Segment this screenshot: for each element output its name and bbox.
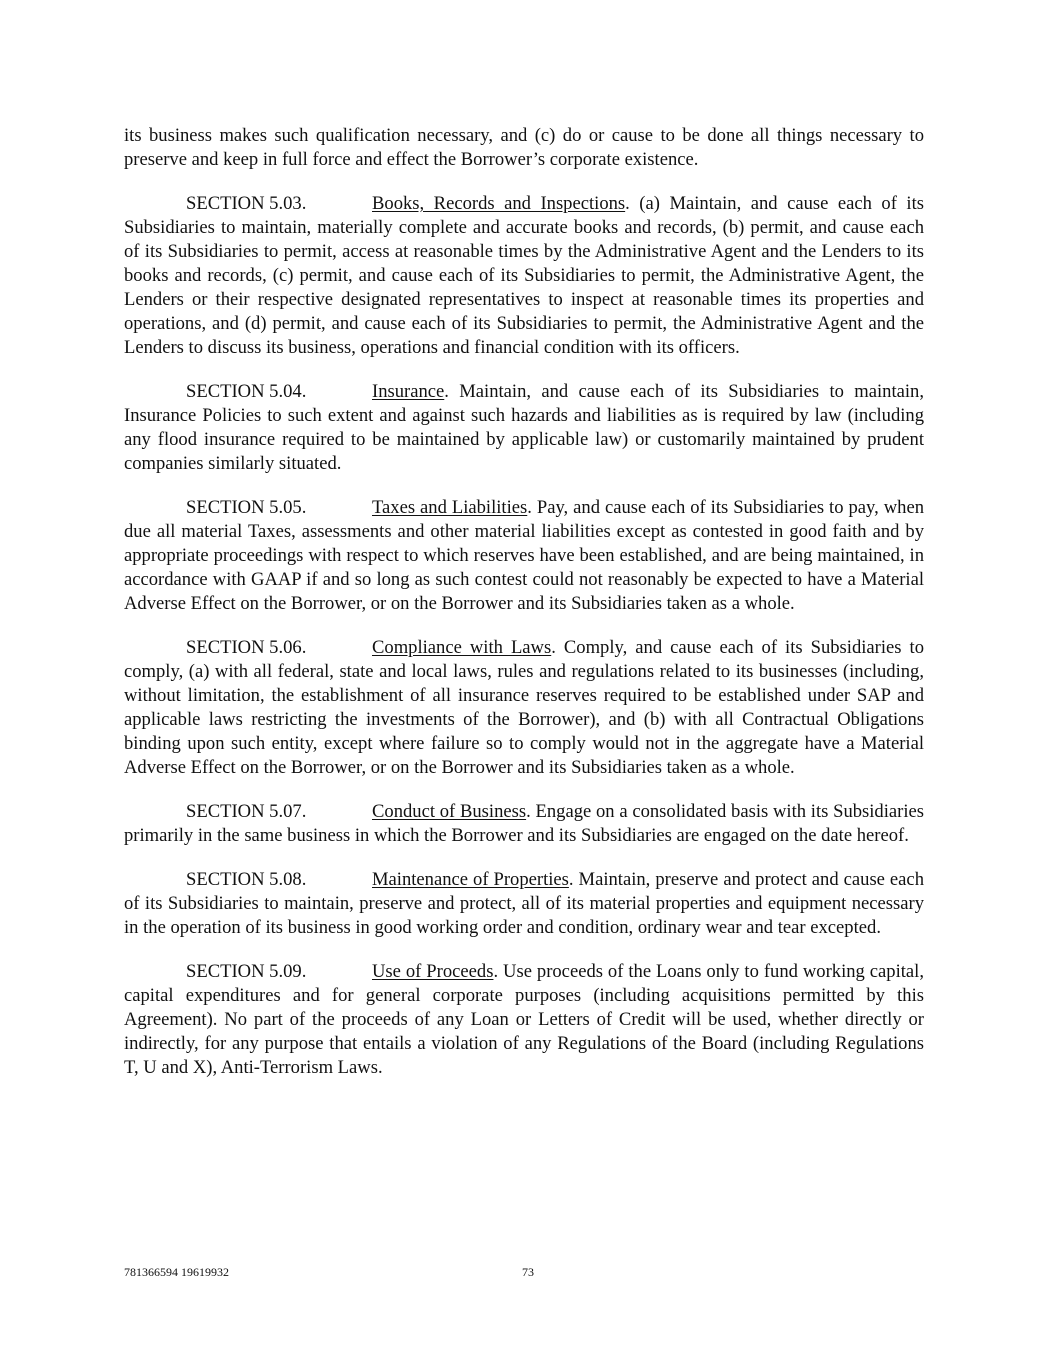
section-body: . Comply, and cause each of its Subsidiaries to comply, (a) with all federal, state and local laws, rules and regulations related to its businesses (including, without limitation, the establishment of all insurance reserves required to be established under SAP and applicable laws restricting the investments of the Borrower), and (b) with all Contractual Obligations binding upon such entity, except where failure so to comply would not in the aggregate have a Material Adverse Effect on the Borrower, or on the Borrower and its Subsidiaries taken as a whole. [124, 637, 924, 778]
section-body: . Engage on a consolidated basis with its Subsidiaries primarily in the same business in which the Borrower and its Subsidiaries are engaged on the date hereof. [124, 801, 924, 846]
section-body: . (a) Maintain, and cause each of its Subsidiaries to maintain, materially complete and accurate books and records, (b) permit, and cause each of its Subsidiaries to permit, access at reasonable times by the Administrative Agent and the Lenders to its books and records, (c) permit, and cause each of its Subsidiaries to permit, the Administrative Agent, the Lenders or their respective designated representatives to inspect at reasonable times its properties and operations, and (d) permit, and cause each of its Subsidiaries to permit, the Administrative Agent and the Lenders to discuss its business, operations and financial condition with its officers. [124, 193, 924, 358]
section-body: . Use proceeds of the Loans only to fund working capital, capital expenditures and for general corporate purposes (including acquisitions permitted by this Agreement). No part of the proceeds of any Loan or Letters of Credit will be used, whether directly or indirectly, for any purpose that entails a violation of any Regulations of the Board (including Regulations T, U and X), Anti-Terrorism Laws. [124, 961, 924, 1078]
section-5-07 [124, 800, 924, 848]
section-title: Taxes and Liabilities [372, 497, 528, 518]
section-number: SECTION 5.07. [186, 801, 307, 822]
section-5-04 [124, 380, 924, 476]
section-title: Use of Proceeds [372, 961, 494, 982]
section-5-03 [124, 192, 924, 360]
section-number: SECTION 5.06. [186, 637, 307, 658]
section-number: SECTION 5.09. [186, 961, 307, 982]
section-title: Maintenance of Properties [372, 869, 569, 890]
section-body: . Maintain, preserve and protect and cause each of its Subsidiaries to maintain, preserve and protect, all of its material properties and equipment necessary in the operation of its business in good working order and condition, ordinary wear and tear excepted. [124, 869, 924, 938]
section-5-09 [124, 960, 924, 1080]
section-number: SECTION 5.05. [186, 497, 307, 518]
section-body: . Maintain, and cause each of its Subsidiaries to maintain, Insurance Policies to such extent and against such hazards and liabilities as is required by law (including any flood insurance required to be maintained by applicable law) or customarily maintained by prudent companies similarly situated. [124, 381, 924, 474]
section-body: . Pay, and cause each of its Subsidiaries to pay, when due all material Taxes, assessments and other material liabilities except as contested in good faith and by appropriate proceedings with respect to which reserves have been established, and are being maintained, in accordance with GAAP if and so long as such contest could not reasonably be expected to have a Material Adverse Effect on the Borrower, or on the Borrower and its Subsidiaries taken as a whole. [124, 497, 925, 614]
section-title: Insurance [372, 381, 445, 402]
section-title: Books, Records and Inspections [372, 193, 626, 214]
footer-page-number: 73 [522, 1265, 534, 1279]
section-number: SECTION 5.03. [186, 193, 307, 214]
section-number: SECTION 5.04. [186, 381, 307, 402]
document-body [124, 124, 924, 1100]
section-5-08 [124, 868, 924, 940]
section-5-06 [124, 636, 924, 780]
section-title: Conduct of Business [372, 801, 527, 822]
section-title: Compliance with Laws [372, 637, 552, 658]
intro-paragraph: its business makes such qualification necessary, and (c) do or cause to be done all things necessary to preserve and keep in full force and effect the Borrower’s corporate existence. [124, 125, 924, 170]
section-number: SECTION 5.08. [186, 869, 307, 890]
footer-document-id: 781366594 19619932 [124, 1265, 229, 1279]
section-5-05 [124, 496, 924, 616]
